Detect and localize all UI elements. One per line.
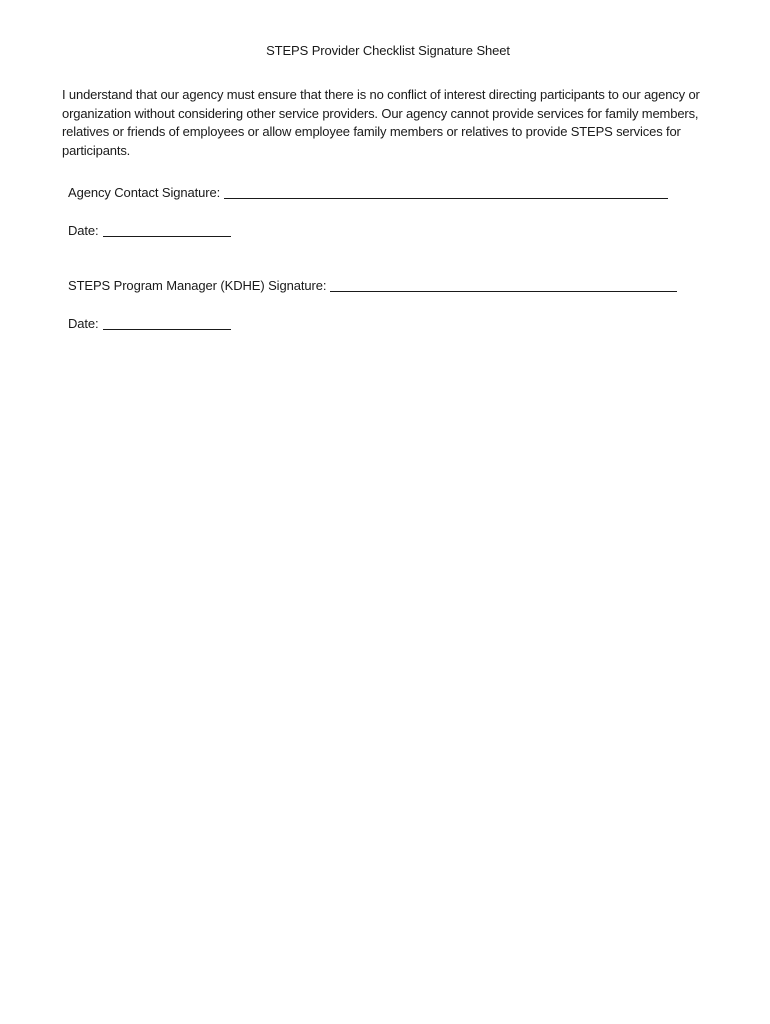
manager-date-field [68,316,231,332]
agency-date-field [68,223,231,239]
manager-signature-line[interactable] [330,280,677,292]
manager-signature-label: STEPS Program Manager (KDHE) Signature: [68,278,327,293]
agency-signature-line[interactable] [224,187,668,199]
agency-date-label: Date: [68,223,99,238]
manager-date-label: Date: [68,316,99,331]
manager-date-line[interactable] [103,318,231,330]
agency-signature-label: Agency Contact Signature: [68,185,221,200]
agency-signature-field [68,185,668,201]
agreement-statement: I understand that our agency must ensure that there is no conflict of interest directing participants to our agency or organization without considering other service providers. Our agency cannot provide services for family members, relatives or friends of employees or allow employee family members or relatives to provide STEPS services for participants. [62,87,700,159]
manager-signature-field [68,278,677,294]
agency-date-line[interactable] [103,225,231,237]
document-title: STEPS Provider Checklist Signature Sheet [266,43,510,58]
